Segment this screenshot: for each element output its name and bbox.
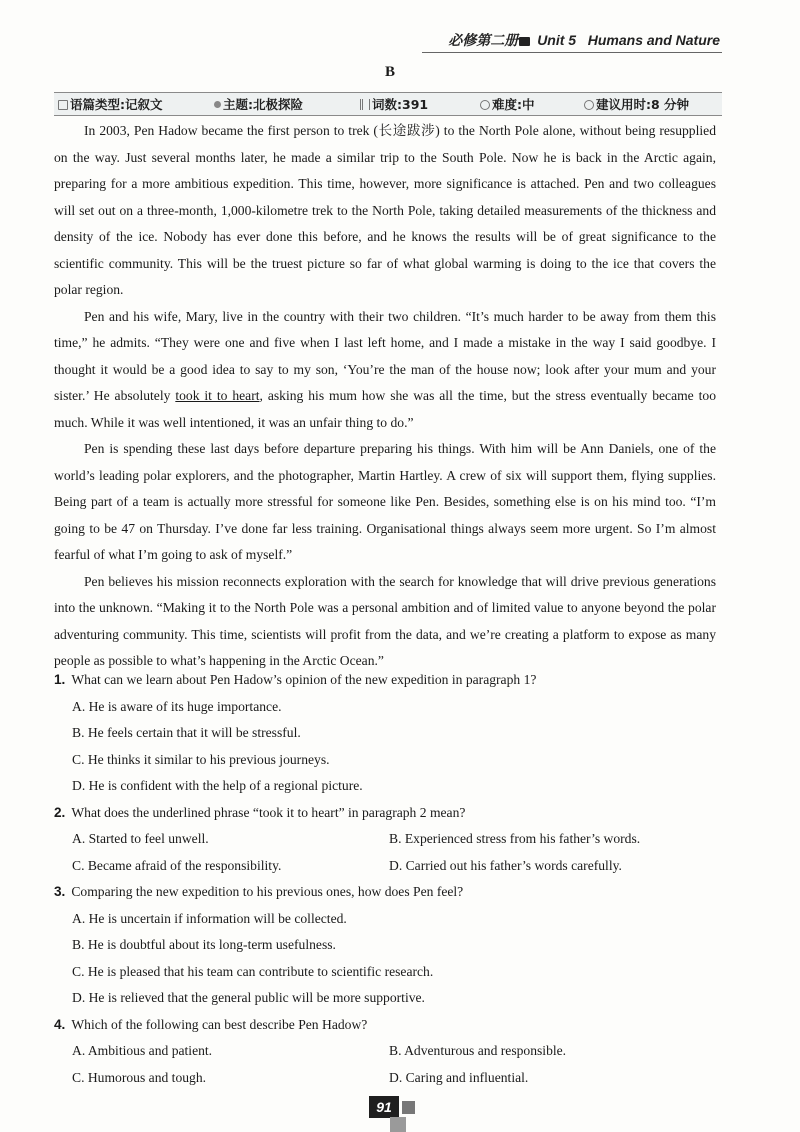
- unit-topic: Humans and Nature: [587, 32, 720, 48]
- header-divider: [422, 52, 722, 53]
- word-count-icon: [360, 99, 370, 110]
- paragraph-1: In 2003, Pen Hadow became the first person to trek (长途跋涉) to the North Pole alone, without being resupplied on the way. Just several months later, he made a similar trip to the South Pole. Now he is back in the Arctic again, preparing for a more ambitious expedition. This time, however, more significance is attached. Pen and two colleagues will set out on a three-month, 1,000-kilometre trek to the North Pole, taking detailed measurements of the thickness and density of the ice. Nobody has ever done this before, and he knows the results will be of great significance to the scientific community. This will be the truest picture so far of what global warming is doing to the ice that covers the polar region.: [54, 123, 716, 297]
- page-header: [420, 30, 720, 52]
- question-4: [54, 1012, 716, 1092]
- paragraph-3: Pen is spending these last days before departure preparing his things. With him will be Ann Daniels, one of the world’s leading polar explorers, and the photographer, Martin Hartley. A crew of six will support them, flying supplies. Being part of a team is actually more stressful for someone like Pen. Besides, something else is on his mind too. “I’m going to be 47 on Thursday. I’ve done far less training. Organisational things always seem more urgent. So I’m almost fearful of what I’m going to ask of myself.”: [54, 441, 716, 562]
- question-number: 1.: [54, 672, 66, 687]
- option-b[interactable]: B. Experienced stress from his father’s words.: [389, 831, 641, 846]
- question-text: Which of the following can best describe Pen Hadow?: [71, 1016, 368, 1032]
- question-text: What does the underlined phrase “took it to heart” in paragraph 2 mean?: [71, 804, 466, 820]
- book-icon: [58, 100, 68, 110]
- option-c[interactable]: C. He is pleased that his team can contribute to scientific research.: [72, 963, 434, 979]
- question-stem: [54, 667, 716, 694]
- paragraph-2-text-b: , asking his mum how she was all the time, but the stress eventually became too much. While it was well intentioned, it was an unfair thing to do.”: [54, 388, 716, 430]
- option-d[interactable]: D. He is relieved that the general public will be more supportive.: [72, 990, 425, 1005]
- question-number: 2.: [54, 804, 66, 820]
- option-row: [72, 826, 716, 853]
- questions-section: [54, 667, 716, 1091]
- option-a[interactable]: A. He is aware of its huge importance.: [72, 698, 282, 714]
- question-number: 4.: [54, 1016, 66, 1032]
- question-text: Comparing the new expedition to his previous ones, how does Pen feel?: [71, 884, 464, 899]
- question-stem: [54, 1012, 716, 1039]
- clock-icon: [584, 100, 594, 110]
- option-a[interactable]: A. Ambitious and patient.: [72, 1043, 213, 1058]
- question-text: What can we learn about Pen Hadow’s opinion of the new expedition in paragraph 1?: [71, 672, 537, 687]
- question-1: [54, 667, 716, 800]
- page-decoration: [390, 1117, 406, 1132]
- option-c[interactable]: C. He thinks it similar to his previous journeys.: [72, 751, 330, 767]
- option-row: [72, 1038, 716, 1065]
- difficulty-icon: [480, 100, 490, 110]
- option-d[interactable]: D. He is confident with the help of a regional picture.: [72, 778, 363, 793]
- difficulty-item: [480, 95, 535, 113]
- theme-item: [214, 95, 303, 113]
- option-row: [72, 853, 716, 880]
- option-list: [54, 694, 716, 800]
- time-item: [584, 95, 689, 113]
- reading-passage: [54, 118, 716, 675]
- section-title: B: [384, 64, 395, 80]
- option-list: [54, 1038, 716, 1091]
- book-volume: 必修第二册: [448, 32, 519, 48]
- theme-text: 主题:北极探险: [223, 97, 303, 112]
- option-list: [54, 906, 716, 1012]
- paragraph-2-text-a: Pen and his wife, Mary, live in the country with their two children. “It’s much harder to be away from them this time,” he admits. “They were one and five when I last left home, and I made a mistake in the way I said goodbye. I thought it would be a good idea to say to my son, ‘You’re the man of the house now; look after your mum and your sister.’ He absolutely: [54, 308, 716, 403]
- underlined-phrase: took it to heart: [175, 388, 260, 403]
- word-count-text: 词数:391: [372, 97, 429, 112]
- time-text: 建议用时:8 分钟: [596, 97, 690, 112]
- theme-icon: [214, 101, 221, 108]
- option-list: [54, 826, 716, 879]
- option-a[interactable]: A. Started to feel unwell.: [72, 831, 209, 846]
- paragraph-4: Pen believes his mission reconnects exploration with the search for knowledge that will drive previous generations into the unknown. “Making it to the North Pole was a personal ambition and of limited value to anyone beyond the polar adventuring community. This time, scientists will profit from the data, and we’re creating a platform to expose as many people as possible to what’s happening in the Arctic Ocean.”: [54, 573, 716, 668]
- question-3: [54, 879, 716, 1012]
- option-a[interactable]: A. He is uncertain if information will be collected.: [72, 910, 347, 926]
- option-row: [72, 1065, 716, 1092]
- page-number: 91: [369, 1096, 399, 1118]
- genre-item: [58, 95, 163, 113]
- option-d[interactable]: D. Caring and influential.: [389, 1069, 529, 1085]
- word-count-item: [360, 95, 428, 113]
- paragraph-2: [54, 304, 716, 437]
- reading-info-bar: [54, 92, 722, 116]
- genre-text: 语篇类型:记叙文: [70, 97, 163, 112]
- option-b[interactable]: B. Adventurous and responsible.: [389, 1043, 567, 1058]
- option-c[interactable]: C. Became afraid of the responsibility.: [72, 857, 282, 873]
- question-stem: [54, 800, 716, 827]
- book-icon: [519, 37, 530, 46]
- question-2: [54, 800, 716, 880]
- page-decoration: [402, 1101, 415, 1114]
- difficulty-text: 难度:中: [492, 97, 535, 112]
- option-b[interactable]: B. He is doubtful about its long-term usefulness.: [72, 937, 336, 952]
- option-b[interactable]: B. He feels certain that it will be stressful.: [72, 725, 301, 740]
- option-d[interactable]: D. Carried out his father’s words carefully.: [389, 857, 622, 873]
- unit-label: Unit 5: [537, 32, 577, 48]
- question-number: 3.: [54, 884, 66, 899]
- option-c[interactable]: C. Humorous and tough.: [72, 1069, 207, 1085]
- question-stem: [54, 879, 716, 906]
